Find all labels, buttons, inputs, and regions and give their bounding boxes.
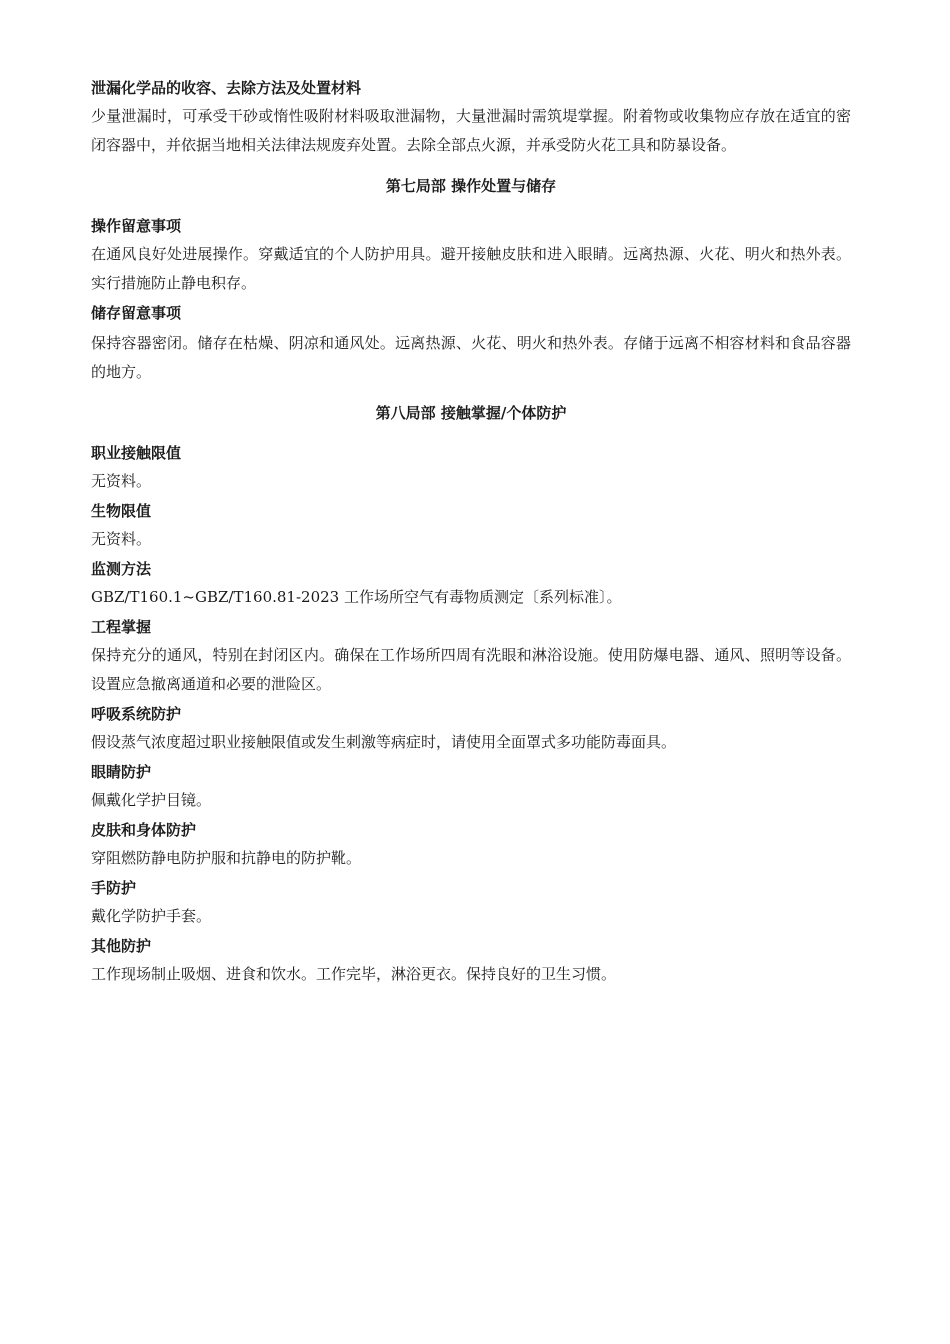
engineering-control-heading: 工程掌握 [91,618,152,636]
eye-protection-text: 佩戴化学护目镜。 [91,791,212,809]
skin-body-protection-heading: 皮肤和身体防护 [91,821,197,839]
biological-limit-text: 无资料。 [91,530,152,548]
spill-containment-heading: 泄漏化学品的收容、去除方法及处置材料 [91,79,362,97]
engineering-control-text: 保持充分的通风，特别在封闭区内。确保在工作场所四周有洗眼和淋浴设施。使用防爆电器、通风、照明等设备。设置应急撤离通道和必要的泄险区。 [91,646,851,693]
handling-precautions-text: 在通风良好处进展操作。穿戴适宜的个人防护用具。避开接触皮肤和进入眼睛。远离热源、火花、明火和热外表。实行措施防止静电积存。 [91,245,851,292]
handling-precautions-heading: 操作留意事项 [91,217,182,235]
section-7-title: 第七局部 操作处置与储存 [385,177,557,195]
document-page [91,74,851,990]
hand-protection-text: 戴化学防护手套。 [91,907,212,925]
occupational-exposure-limit-heading: 职业接触限值 [91,444,182,462]
monitoring-method-heading: 监测方法 [91,560,152,578]
eye-protection-heading: 眼睛防护 [91,763,152,781]
spill-containment-text: 少量泄漏时，可承受干砂或惰性吸附材料吸取泄漏物，大量泄漏时需筑堤掌握。附着物或收集物应存放在适宜的密闭容器中，并依据当地相关法律法规废弃处置。去除全部点火源，并承受防火花工具和防暴设备。 [91,107,851,154]
hand-protection-heading: 手防护 [91,879,137,897]
skin-body-protection-text: 穿阻燃防静电防护服和抗静电的防护靴。 [91,849,362,867]
biological-limit-heading: 生物限值 [91,502,152,520]
respiratory-protection-text: 假设蒸气浓度超过职业接触限值或发生刺激等病症时，请使用全面罩式多功能防毒面具。 [91,733,677,751]
storage-precautions-heading: 储存留意事项 [91,304,182,322]
section-8-title: 第八局部 接触掌握/个体防护 [375,404,567,422]
occupational-exposure-limit-text: 无资料。 [91,472,152,490]
respiratory-protection-heading: 呼吸系统防护 [91,705,182,723]
monitoring-method-text: GBZ/T160.1~GBZ/T160.81-2023 工作场所空气有毒物质测定〔系列标准〕。 [91,588,622,606]
storage-precautions-text: 保持容器密闭。储存在枯燥、阴凉和通风处。远离热源、火花、明火和热外表。存储于远离不相容材料和食品容器的地方。 [91,334,851,381]
other-protection-text: 工作现场制止吸烟、进食和饮水。工作完毕，淋浴更衣。保持良好的卫生习惯。 [91,965,617,983]
other-protection-heading: 其他防护 [91,937,152,955]
